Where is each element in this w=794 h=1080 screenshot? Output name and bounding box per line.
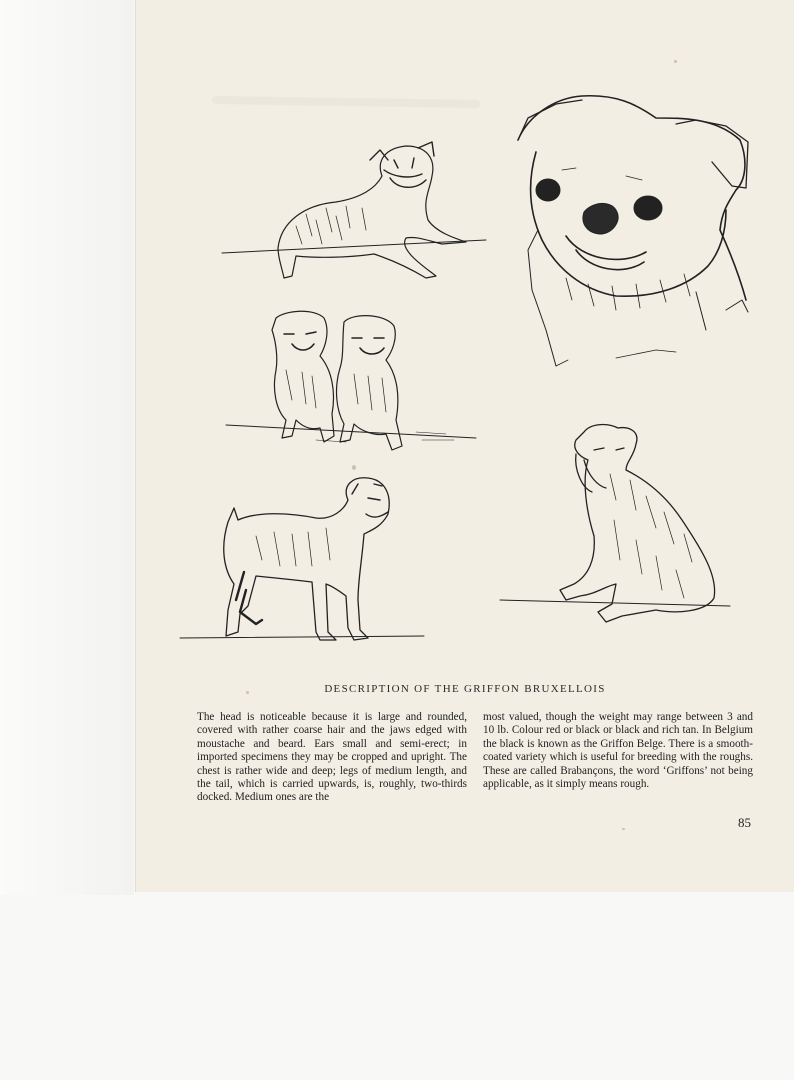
scan-margin-strip — [0, 0, 134, 895]
page-number: 85 — [738, 815, 751, 830]
standing-dog-illustration — [180, 478, 424, 640]
description-column-right: most valued, though the weight may range between 3 and 10 lb. Colour red or black or black and rich tan. In Belgium the black is known as the Griffon Belge. There is a smooth-coated variety which is useful for breeding with the roughs. These are called Brabançons, the word ‘Griffons’ not being applicable, as it simply means rough. — [483, 711, 753, 791]
paper-speck — [352, 465, 356, 470]
paper-speck — [622, 828, 625, 830]
sitting-rough-dog-illustration — [500, 425, 730, 622]
griffon-head-illustration — [518, 96, 748, 366]
description-column-left: The head is noticeable because it is large and rounded, covered with rather coarse hair and the jaws edged with moustache and beard. Ears small and semi-erect; in imported specimens they may be cropped and upright. The chest is rather wide and deep; legs of medium length, and the tail, which is carried upwards, is, roughly, two-thirds docked. Medium ones are the — [197, 711, 467, 804]
sitting-pair-illustration — [226, 311, 476, 450]
dog-illustrations — [136, 0, 794, 680]
book-page — [136, 0, 794, 892]
page-caption: DESCRIPTION OF THE GRIFFON BRUXELLOIS — [324, 683, 606, 695]
lying-dog-illustration — [222, 142, 486, 278]
paper-speck — [674, 60, 677, 63]
